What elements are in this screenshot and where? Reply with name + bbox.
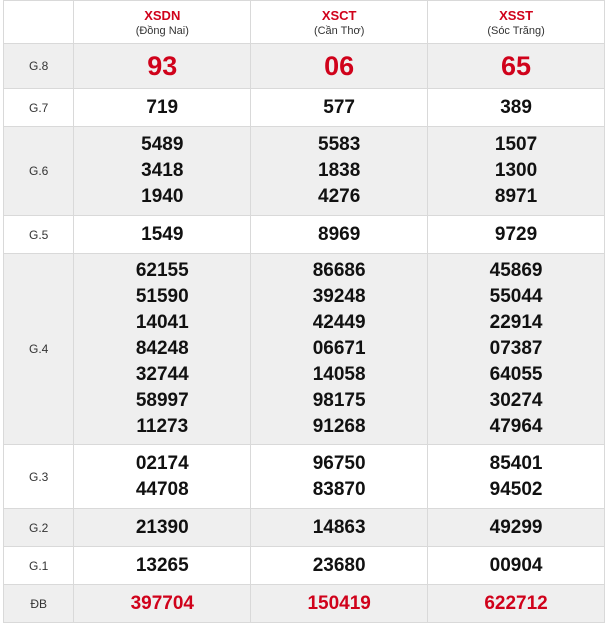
result-number: 14041 (135, 312, 189, 333)
result-number: 07387 (489, 338, 543, 359)
prize-label-g1: G.1 (4, 547, 74, 585)
result-cell (251, 509, 428, 547)
prize-row-g3 (4, 445, 605, 509)
prize-row-g4 (4, 254, 605, 445)
prize-row-g1 (4, 547, 605, 585)
result-number: 98175 (312, 390, 366, 411)
result-cell (74, 254, 251, 445)
result-cell (251, 445, 428, 509)
result-number: 85401 (489, 452, 543, 474)
result-number: 32744 (135, 364, 189, 385)
province-link-xsdn[interactable]: XSDN (144, 8, 181, 23)
prize-row-g5 (4, 216, 605, 254)
result-number: 719 (146, 96, 179, 118)
prize-label-g2: G.2 (4, 509, 74, 547)
prize-label-g7: G.7 (4, 89, 74, 127)
prize-row-special (4, 585, 605, 623)
result-cell (428, 585, 605, 623)
result-cell (428, 127, 605, 216)
result-number: 65 (501, 51, 532, 81)
result-number: 9729 (494, 223, 538, 245)
prize-label-g3: G.3 (4, 445, 74, 509)
prize-row-g6 (4, 127, 605, 216)
result-cell (251, 89, 428, 127)
result-number: 83870 (312, 478, 366, 500)
result-number: 3418 (141, 160, 184, 181)
result-number: 02174 (135, 452, 189, 474)
result-cell (251, 585, 428, 623)
result-number: 51590 (135, 286, 189, 307)
result-number: 62155 (135, 260, 189, 281)
prize-label-g6: G.6 (4, 127, 74, 216)
result-cell (74, 89, 251, 127)
result-number: 14863 (312, 516, 366, 538)
result-number: 96750 (312, 452, 366, 474)
result-number: 14058 (312, 364, 366, 385)
prize-header-cell (4, 1, 74, 44)
province-header-soc-trang (428, 1, 605, 44)
result-cell (251, 216, 428, 254)
result-number: 4276 (318, 186, 361, 207)
result-cell (428, 509, 605, 547)
result-number: 22914 (489, 312, 543, 333)
special-prize-number: 397704 (130, 592, 194, 614)
special-prize-number: 150419 (307, 592, 371, 614)
prize-label-special: ĐB (4, 585, 74, 623)
result-cell (74, 509, 251, 547)
result-cell (74, 44, 251, 89)
prize-row-g7 (4, 89, 605, 127)
province-header-dong-nai (74, 1, 251, 44)
province-name-dong-nai: (Đồng Nai) (135, 25, 189, 37)
result-cell (74, 216, 251, 254)
result-number: 21390 (135, 516, 189, 538)
result-number: 86686 (312, 260, 366, 281)
result-number: 5489 (141, 134, 184, 155)
lottery-results-table (3, 0, 605, 623)
result-number: 47964 (489, 416, 543, 437)
province-link-xsct[interactable]: XSCT (321, 8, 357, 23)
prize-label-g8: G.8 (4, 44, 74, 89)
province-header-can-tho (251, 1, 428, 44)
province-name-can-tho: (Cần Thơ) (313, 25, 365, 37)
result-number: 06671 (312, 338, 366, 359)
result-number: 84248 (135, 338, 189, 359)
result-number: 1300 (494, 160, 538, 181)
result-number: 577 (323, 96, 355, 118)
result-number: 389 (500, 96, 532, 118)
province-name-soc-trang: (Sóc Trăng) (487, 25, 545, 37)
result-number: 55044 (489, 286, 543, 307)
result-number: 42449 (312, 312, 366, 333)
special-prize-number: 622712 (484, 592, 548, 614)
result-number: 8969 (318, 223, 361, 245)
prize-label-g4: G.4 (4, 254, 74, 445)
result-number: 93 (147, 51, 178, 81)
result-number: 11273 (136, 416, 189, 437)
result-number: 5583 (318, 134, 361, 155)
result-number: 49299 (489, 516, 543, 538)
result-cell (428, 216, 605, 254)
result-cell (74, 547, 251, 585)
result-number: 1940 (141, 186, 184, 207)
result-cell (74, 445, 251, 509)
result-number: 1549 (141, 223, 184, 245)
result-number: 06 (324, 51, 355, 81)
result-number: 91268 (312, 416, 366, 437)
result-cell (251, 127, 428, 216)
result-cell (428, 547, 605, 585)
result-number: 30274 (489, 390, 543, 411)
result-number: 64055 (489, 364, 543, 385)
result-cell (428, 89, 605, 127)
prize-row-g2 (4, 509, 605, 547)
header-row (4, 1, 605, 44)
result-cell (74, 585, 251, 623)
result-cell (251, 44, 428, 89)
result-cell (251, 547, 428, 585)
result-number: 44708 (135, 478, 189, 500)
result-number: 39248 (312, 286, 366, 307)
result-number: 1507 (494, 134, 538, 155)
result-number: 13265 (135, 554, 189, 576)
result-number: 00904 (489, 554, 543, 576)
prize-row-g8 (4, 44, 605, 89)
result-number: 1838 (318, 160, 361, 181)
result-cell (428, 445, 605, 509)
result-number: 8971 (494, 186, 538, 207)
result-cell (74, 127, 251, 216)
result-number: 58997 (135, 390, 189, 411)
province-link-xsst[interactable]: XSST (499, 8, 534, 23)
result-cell (428, 44, 605, 89)
result-cell (251, 254, 428, 445)
result-number: 94502 (489, 478, 543, 500)
result-number: 45869 (489, 260, 543, 281)
prize-label-g5: G.5 (4, 216, 74, 254)
result-number: 23680 (312, 554, 366, 576)
result-cell (428, 254, 605, 445)
